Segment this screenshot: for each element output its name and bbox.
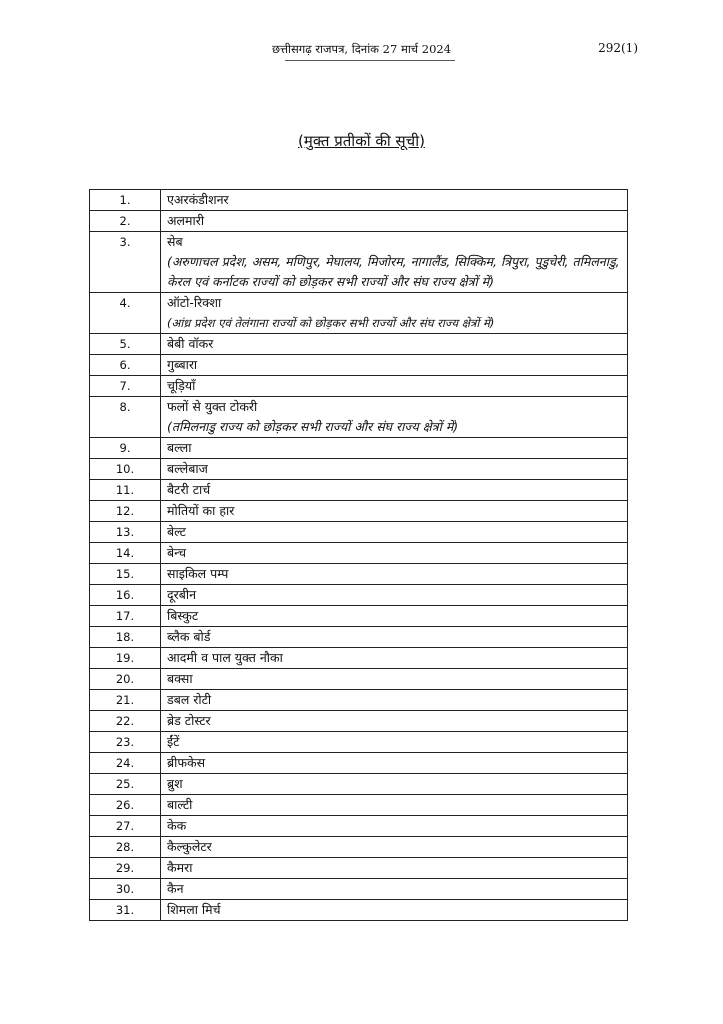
symbol-cell xyxy=(161,190,628,211)
header-rule xyxy=(285,60,455,61)
table-row xyxy=(90,438,628,459)
symbol-restriction-note: (तमिलनाडु राज्य को छोड़कर सभी राज्यों और संघ राज्य क्षेत्रों में) xyxy=(167,419,459,434)
symbol-cell xyxy=(161,211,628,232)
page-header xyxy=(0,42,723,62)
symbol-name: साइकिल पम्प xyxy=(167,566,229,581)
symbol-name: बेल्ट xyxy=(167,524,186,539)
symbol-cell xyxy=(161,501,628,522)
symbol-cell xyxy=(161,774,628,795)
serial-number: 25. xyxy=(90,774,161,795)
gazette-header: छत्तीसगढ़ राजपत्र, दिनांक 27 मार्च 2024 xyxy=(271,42,452,56)
table-row xyxy=(90,376,628,397)
symbol-restriction-note: (अरुणाचल प्रदेश, असम, मणिपुर, मेघालय, मिजोरम, नागालैंड, सिक्किम, त्रिपुरा, पुडुचेरी, तमिलनाडु, केरल एवं कर्नाटक राज्यों को छोड़कर सभी राज्यों और संघ राज्य क्षेत्रों में) xyxy=(167,254,620,289)
table-row xyxy=(90,190,628,211)
serial-number: 20. xyxy=(90,669,161,690)
serial-number: 1. xyxy=(90,190,161,211)
serial-number: 22. xyxy=(90,711,161,732)
symbol-name: कैल्कुलेटर xyxy=(167,839,212,854)
symbol-name: बल्लेबाज xyxy=(167,461,208,476)
serial-number: 18. xyxy=(90,627,161,648)
symbol-cell xyxy=(161,648,628,669)
symbol-cell xyxy=(161,690,628,711)
table-row xyxy=(90,879,628,900)
serial-number: 11. xyxy=(90,480,161,501)
symbol-name: ब्रीफकेस xyxy=(167,755,206,770)
serial-number: 9. xyxy=(90,438,161,459)
symbol-cell xyxy=(161,711,628,732)
serial-number: 31. xyxy=(90,900,161,921)
symbol-cell xyxy=(161,606,628,627)
symbol-name: दूरबीन xyxy=(167,587,197,602)
serial-number: 12. xyxy=(90,501,161,522)
symbol-cell xyxy=(161,397,628,438)
symbol-cell xyxy=(161,355,628,376)
symbol-cell xyxy=(161,585,628,606)
symbol-cell xyxy=(161,459,628,480)
serial-number: 4. xyxy=(90,293,161,334)
serial-number: 30. xyxy=(90,879,161,900)
table-row xyxy=(90,480,628,501)
serial-number: 26. xyxy=(90,795,161,816)
table-row xyxy=(90,211,628,232)
serial-number: 8. xyxy=(90,397,161,438)
symbol-name: ईंटें xyxy=(167,734,180,749)
table-row xyxy=(90,648,628,669)
symbol-name: ब्रुश xyxy=(167,776,183,791)
symbol-cell xyxy=(161,795,628,816)
page-title xyxy=(0,131,723,151)
symbol-name: बल्ला xyxy=(167,440,192,455)
serial-number: 3. xyxy=(90,232,161,293)
symbol-name: बैटरी टार्च xyxy=(167,482,211,497)
symbols-table xyxy=(89,189,628,921)
serial-number: 23. xyxy=(90,732,161,753)
symbol-name: एअरकंडीशनर xyxy=(167,192,229,207)
symbol-cell xyxy=(161,334,628,355)
symbol-name: कैमरा xyxy=(167,860,193,875)
symbol-name: ब्लैक बोर्ड xyxy=(167,629,211,644)
table-row xyxy=(90,858,628,879)
symbol-name: गुब्बारा xyxy=(167,357,198,372)
table-row xyxy=(90,293,628,334)
symbol-name: मोतियों का हार xyxy=(167,503,235,518)
table-row xyxy=(90,585,628,606)
serial-number: 28. xyxy=(90,837,161,858)
table-row xyxy=(90,232,628,293)
table-row xyxy=(90,564,628,585)
serial-number: 6. xyxy=(90,355,161,376)
symbol-name: बेन्च xyxy=(167,545,187,560)
symbol-cell xyxy=(161,816,628,837)
symbol-name: ब्रेड टोस्टर xyxy=(167,713,211,728)
symbol-name: शिमला मिर्च xyxy=(167,902,221,917)
symbol-name: बक्सा xyxy=(167,671,193,686)
symbol-name: ऑटो-रिक्शा xyxy=(167,295,222,310)
symbol-cell xyxy=(161,376,628,397)
symbol-cell xyxy=(161,564,628,585)
symbol-name: अलमारी xyxy=(167,213,205,228)
serial-number: 27. xyxy=(90,816,161,837)
symbol-name: डबल रोटी xyxy=(167,692,212,707)
table-row xyxy=(90,627,628,648)
table-row xyxy=(90,837,628,858)
symbol-name: फलों से युक्त टोकरी xyxy=(167,399,258,414)
table-row xyxy=(90,397,628,438)
serial-number: 24. xyxy=(90,753,161,774)
serial-number: 14. xyxy=(90,543,161,564)
table-row xyxy=(90,522,628,543)
symbol-name: सेब xyxy=(167,234,183,249)
symbol-name: बिस्कुट xyxy=(167,608,199,623)
symbol-cell xyxy=(161,438,628,459)
serial-number: 16. xyxy=(90,585,161,606)
symbol-cell xyxy=(161,669,628,690)
table-row xyxy=(90,669,628,690)
symbol-cell xyxy=(161,522,628,543)
symbol-restriction-note: (आंध्र प्रदेश एवं तेलंगाना राज्यों को छोड़कर सभी राज्यों और संघ राज्य क्षेत्रों में) xyxy=(167,316,495,330)
table-row xyxy=(90,501,628,522)
table-row xyxy=(90,459,628,480)
table-row xyxy=(90,753,628,774)
table-row xyxy=(90,334,628,355)
table-row xyxy=(90,690,628,711)
symbol-name: बेबी वॉकर xyxy=(167,336,214,351)
serial-number: 13. xyxy=(90,522,161,543)
symbol-name: बाल्टी xyxy=(167,797,193,812)
symbol-name: चूड़ियाँ xyxy=(167,378,196,393)
page-number: 292(1) xyxy=(598,41,638,55)
symbol-cell xyxy=(161,858,628,879)
symbol-cell xyxy=(161,543,628,564)
symbol-cell xyxy=(161,480,628,501)
serial-number: 15. xyxy=(90,564,161,585)
table-row xyxy=(90,900,628,921)
table-row xyxy=(90,606,628,627)
table-row xyxy=(90,732,628,753)
table-row xyxy=(90,711,628,732)
table-row xyxy=(90,355,628,376)
table-row xyxy=(90,543,628,564)
serial-number: 17. xyxy=(90,606,161,627)
table-row xyxy=(90,795,628,816)
symbol-cell xyxy=(161,293,628,334)
serial-number: 10. xyxy=(90,459,161,480)
symbol-name: केक xyxy=(167,818,187,833)
symbol-cell xyxy=(161,627,628,648)
serial-number: 19. xyxy=(90,648,161,669)
symbol-name: कैन xyxy=(167,881,184,896)
serial-number: 29. xyxy=(90,858,161,879)
page-title-text: (मुक्त प्रतीकों की सूची) xyxy=(298,132,425,150)
serial-number: 21. xyxy=(90,690,161,711)
serial-number: 2. xyxy=(90,211,161,232)
symbol-cell xyxy=(161,732,628,753)
symbol-cell xyxy=(161,232,628,293)
serial-number: 5. xyxy=(90,334,161,355)
symbol-name: आदमी व पाल युक्त नौका xyxy=(167,650,283,665)
table-row xyxy=(90,774,628,795)
symbol-cell xyxy=(161,753,628,774)
table-row xyxy=(90,816,628,837)
serial-number: 7. xyxy=(90,376,161,397)
symbol-cell xyxy=(161,837,628,858)
symbol-cell xyxy=(161,900,628,921)
symbol-cell xyxy=(161,879,628,900)
